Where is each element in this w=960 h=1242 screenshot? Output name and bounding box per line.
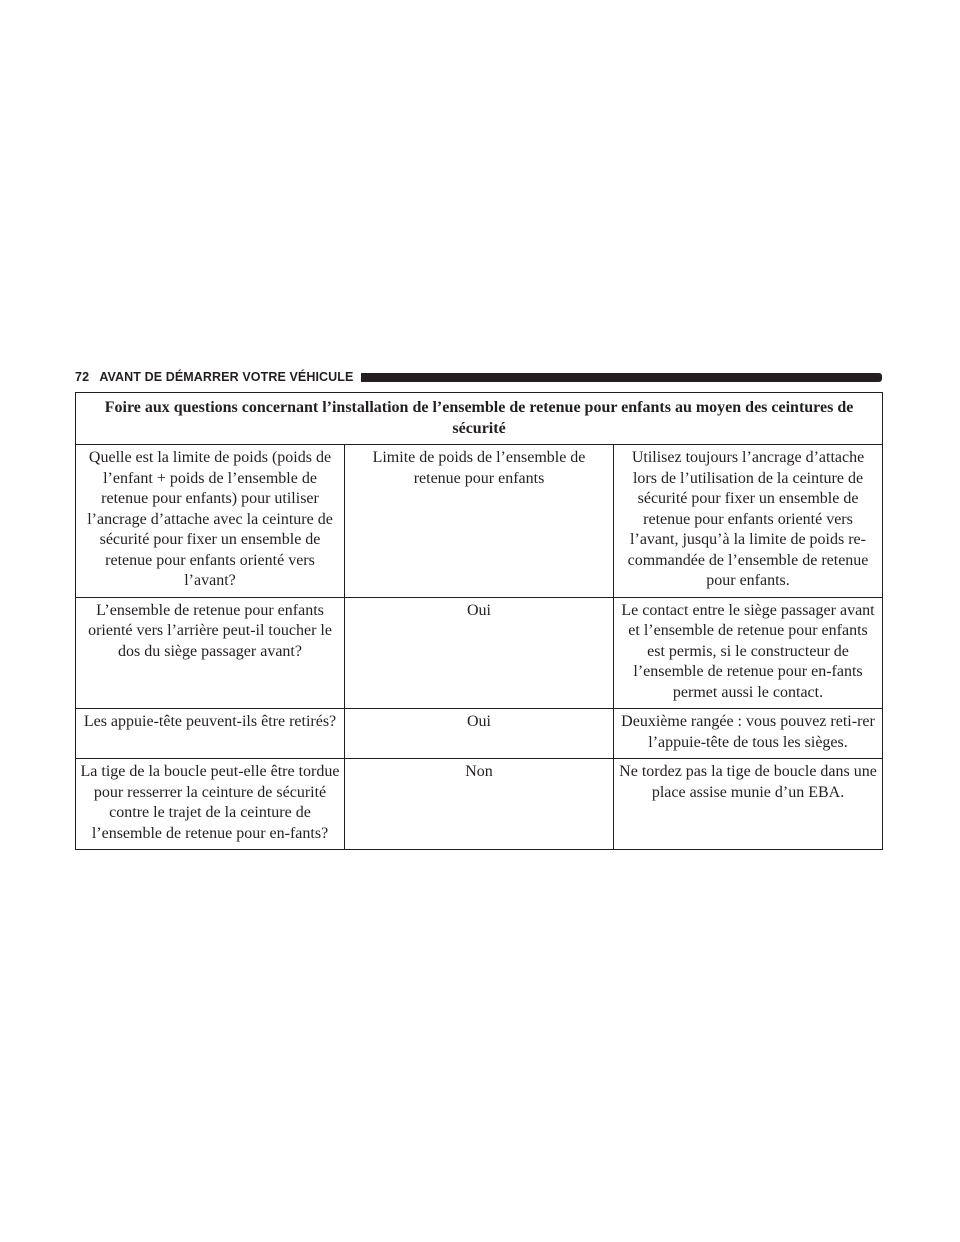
note-cell: Le contact entre le siège passager avant et l’ensemble de retenue pour enfants est permis, si le constructeur de l’ensemble de retenue pour en-fants permet aussi le contact. xyxy=(614,597,883,709)
answer-cell: Non xyxy=(345,759,614,850)
table-row xyxy=(76,445,883,598)
answer-cell: Oui xyxy=(345,709,614,759)
answer-cell: Limite de poids de l’ensemble de retenue pour enfants xyxy=(345,445,614,598)
answer-cell: Oui xyxy=(345,597,614,709)
faq-table xyxy=(75,392,883,850)
question-cell: La tige de la boucle peut-elle être tordue pour resserrer la ceinture de sécurité contre le trajet de la ceinture de l’ensemble de retenue pour en-fants? xyxy=(76,759,345,850)
table-row xyxy=(76,709,883,759)
note-cell: Ne tordez pas la tige de boucle dans une place assise munie d’un EBA. xyxy=(614,759,883,850)
page-number: 72 xyxy=(75,370,90,384)
table-title: Foire aux questions concernant l’installation de l’ensemble de retenue pour enfants au moyen des ceintures de sécurité xyxy=(76,393,883,445)
question-cell: L’ensemble de retenue pour enfants orienté vers l’arrière peut-il toucher le dos du siège passager avant? xyxy=(76,597,345,709)
table-title-row xyxy=(76,393,883,445)
question-cell: Quelle est la limite de poids (poids de l’enfant + poids de l’ensemble de retenue pour enfants) pour utiliser l’ancrage d’attache avec la ceinture de sécurité pour fixer un ensemble de retenue pour enfants orienté vers l’avant? xyxy=(76,445,345,598)
header-rule xyxy=(361,373,882,382)
note-cell: Utilisez toujours l’ancrage d’attache lors de l’utilisation de la ceinture de sécurité pour fixer un ensemble de retenue pour enfants orienté vers l’avant, jusqu’à la limite de poids re-commandée de l’ensemble de retenue pour enfants. xyxy=(614,445,883,598)
table-row xyxy=(76,759,883,850)
page-header xyxy=(75,368,882,386)
table-row xyxy=(76,597,883,709)
question-cell: Les appuie-tête peuvent-ils être retirés? xyxy=(76,709,345,759)
section-title: AVANT DE DÉMARRER VOTRE VÉHICULE xyxy=(99,370,354,384)
note-cell: Deuxième rangée : vous pouvez reti-rer l’appuie-tête de tous les sièges. xyxy=(614,709,883,759)
